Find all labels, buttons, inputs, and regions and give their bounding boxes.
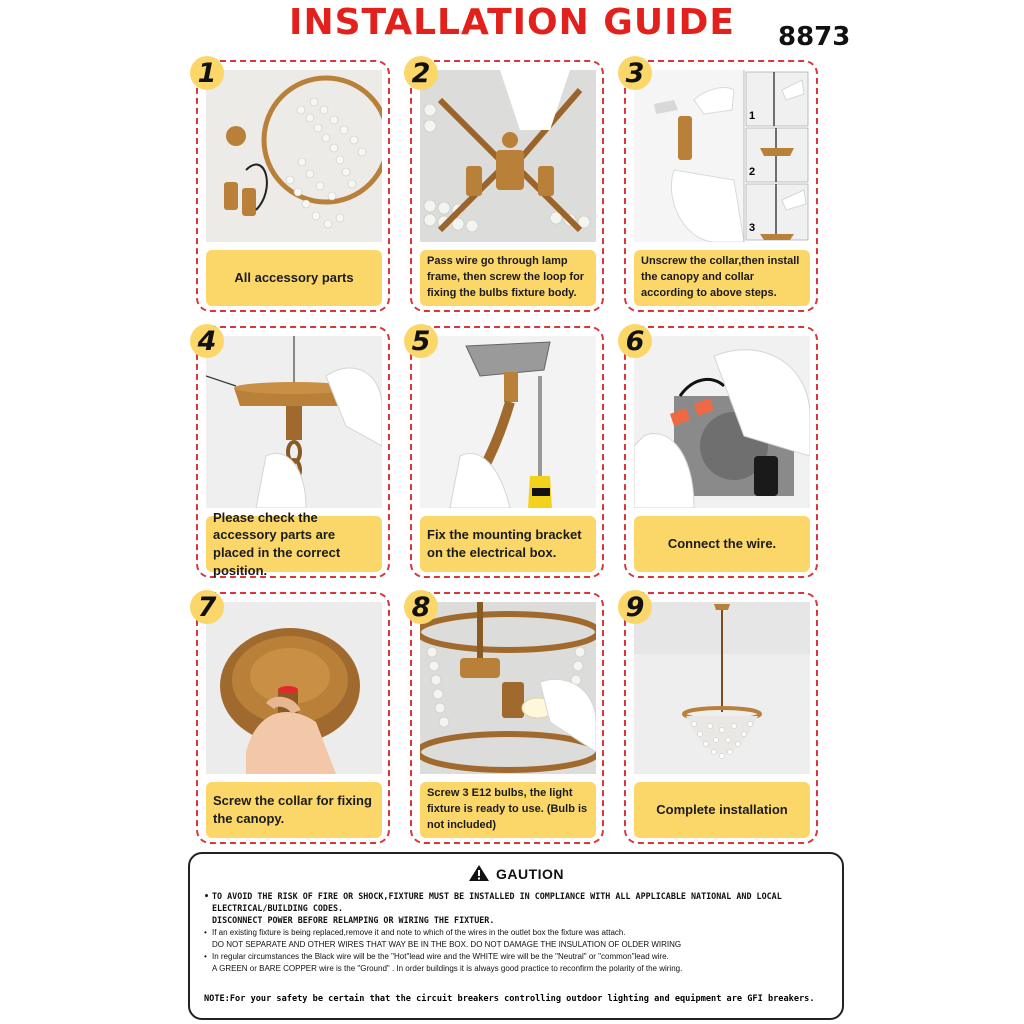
caution-line: • TO AVOID THE RISK OF FIRE OR SHOCK,FIXTURE MUST BE INSTALLED IN COMPLIANCE WITH ALL APPLICABLE NATIONAL AND LOCAL [204, 891, 782, 901]
caution-line: DISCONNECT POWER BEFORE RELAMPING OR WIRING THE FIXTUER. [212, 915, 495, 926]
caution-line: A GREEN or BARE COPPER wire is the "Ground" . In order buildings it is always good practice to reconfirm the polarity of the wiring. [212, 964, 683, 974]
substep-label-3: 3 [749, 222, 756, 234]
caution-note: NOTE:For your safety be certain that the circuit breakers controlling outdoor lighting and equipment are GFI breakers. [204, 994, 815, 1004]
step-5-caption: Fix the mounting bracket on the electrical box. [420, 516, 596, 572]
step-1-number: 1 [190, 56, 224, 90]
step-8-photo [420, 602, 596, 774]
step-7-number: 7 [190, 590, 224, 624]
substep-label-2: 2 [749, 166, 756, 178]
step-4-photo [206, 336, 382, 508]
page-title: INSTALLATION GUIDE [289, 2, 735, 43]
caution-line: ELECTRICAL/BUILDING CODES. [212, 903, 344, 914]
step-3-caption: Unscrew the collar,then install the canopy and collar according to above steps. [634, 250, 810, 306]
caution-box [188, 852, 844, 1020]
step-9-panel [624, 592, 818, 844]
step-5-number: 5 [404, 324, 438, 358]
step-8-panel [410, 592, 604, 844]
step-5-photo [420, 336, 596, 508]
step-4-caption: Please check the accessory parts are placed in the correct position. [206, 516, 382, 572]
step-9-caption: Complete installation [634, 782, 810, 838]
step-8-number: 8 [404, 590, 438, 624]
step-6-number: 6 [618, 324, 652, 358]
step-1-panel [196, 60, 390, 312]
step-1-photo [206, 70, 382, 242]
step-7-caption: Screw the collar for fixing the canopy. [206, 782, 382, 838]
step-2-panel [410, 60, 604, 312]
step-4-number: 4 [190, 324, 224, 358]
step-2-number: 2 [404, 56, 438, 90]
step-3-number: 3 [618, 56, 652, 90]
step-8-caption: Screw 3 E12 bulbs, the light fixture is ready to use. (Bulb is not included) [420, 782, 596, 838]
step-6-caption: Connect the wire. [634, 516, 810, 572]
step-7-photo [206, 602, 382, 774]
step-6-panel [624, 326, 818, 578]
warning-triangle-icon [468, 864, 490, 885]
caution-line: • If an existing fixture is being replaced,remove it and note to which of the wires in the outlet box the fixture was attach. [204, 927, 626, 937]
step-3-panel [624, 60, 818, 312]
step-9-photo [634, 602, 810, 774]
step-2-caption: Pass wire go through lamp frame, then screw the loop for fixing the bulbs fixture body. [420, 250, 596, 306]
step-2-photo [420, 70, 596, 242]
step-7-panel [196, 592, 390, 844]
caution-line: DO NOT SEPARATE AND OTHER WIRES THAT WAY BE IN THE BOX. DO NOT DAMAGE THE INSULATION OF OLDER WIRING [212, 939, 682, 949]
step-3-photo [634, 70, 810, 242]
caution-line: • In regular circumstances the Black wire will be the "Hot"lead wire and the WHITE wire will be the "Neutral" or "common"lead wire. [204, 952, 669, 962]
caution-header [190, 864, 842, 885]
model-number: 8873 [778, 22, 851, 52]
step-1-caption: All accessory parts [206, 250, 382, 306]
substep-label-1: 1 [749, 110, 756, 122]
step-6-photo [634, 336, 810, 508]
step-5-panel [410, 326, 604, 578]
step-9-number: 9 [618, 590, 652, 624]
step-4-panel [196, 326, 390, 578]
caution-title: GAUTION [495, 866, 565, 882]
